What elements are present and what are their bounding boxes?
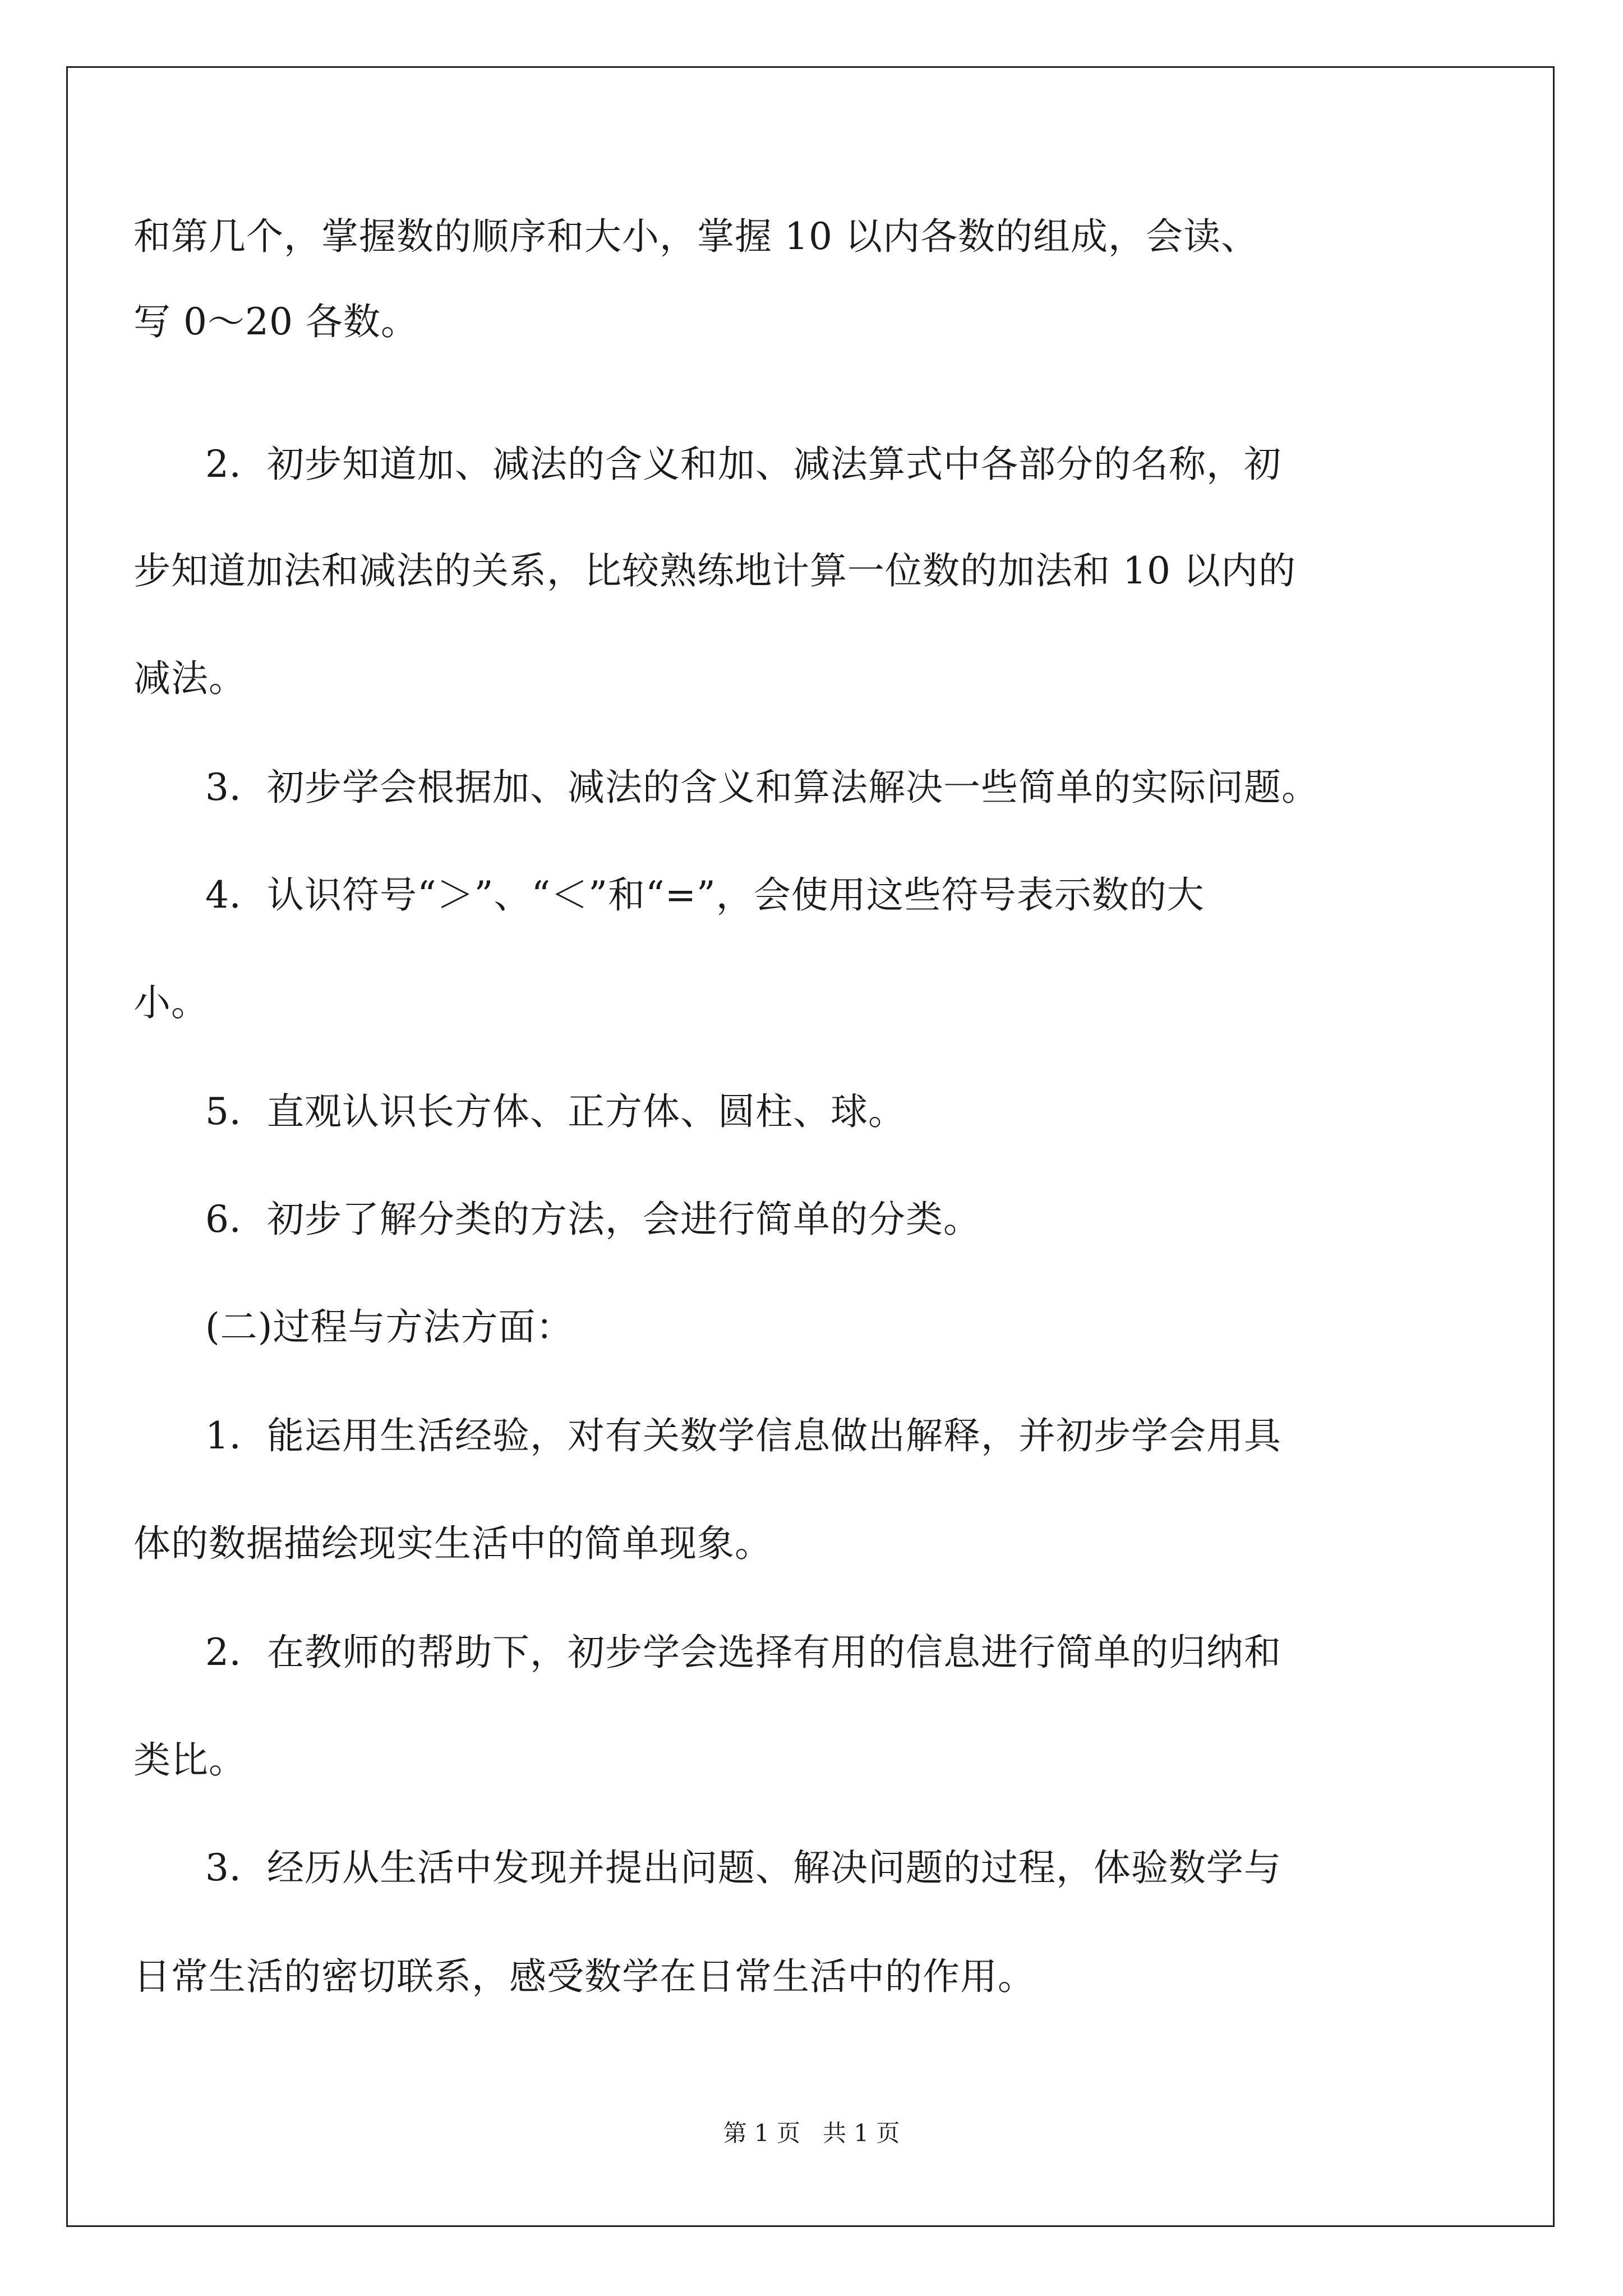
page-footer bbox=[0, 2119, 1623, 2147]
text-line: 写 0～20 各数。 bbox=[133, 300, 418, 343]
text-line: 3．经历从生活中发现并提出问题、解决问题的过程，体验数学与 bbox=[205, 1846, 1281, 1889]
text-line: 2．初步知道加、减法的含义和加、减法算式中各部分的名称，初 bbox=[205, 443, 1281, 486]
text-line: 体的数据描绘现实生活中的简单现象。 bbox=[133, 1522, 772, 1565]
text-line: 3．初步学会根据加、减法的含义和算法解决一些简单的实际问题。 bbox=[205, 766, 1319, 809]
text-line: 减法。 bbox=[133, 657, 246, 700]
page-number: 第 1 页 bbox=[723, 2119, 800, 2147]
text-line: 4．认识符号“＞”、“＜”和“=”，会使用这些符号表示数的大 bbox=[205, 873, 1205, 917]
text-line: 1．能运用生活经验，对有关数学信息做出解释，并初步学会用具 bbox=[205, 1414, 1281, 1457]
section-heading: (二)过程与方法方面： bbox=[205, 1305, 574, 1349]
text-line: 小。 bbox=[133, 981, 209, 1024]
text-line: 5．直观认识长方体、正方体、圆柱、球。 bbox=[205, 1090, 906, 1133]
text-line: 和第几个，掌握数的顺序和大小，掌握 10 以内各数的组成，会读、 bbox=[133, 215, 1258, 258]
page-count: 共 1 页 bbox=[823, 2119, 900, 2147]
page-border bbox=[66, 66, 1555, 2227]
text-line: 类比。 bbox=[133, 1738, 246, 1782]
text-line: 步知道加法和减法的关系，比较熟练地计算一位数的加法和 10 以内的 bbox=[133, 549, 1296, 592]
text-line: 2．在教师的帮助下，初步学会选择有用的信息进行简单的归纳和 bbox=[205, 1631, 1281, 1674]
text-line: 6．初步了解分类的方法，会进行简单的分类。 bbox=[205, 1198, 981, 1241]
text-line: 日常生活的密切联系，感受数学在日常生活中的作用。 bbox=[133, 1955, 1035, 1998]
